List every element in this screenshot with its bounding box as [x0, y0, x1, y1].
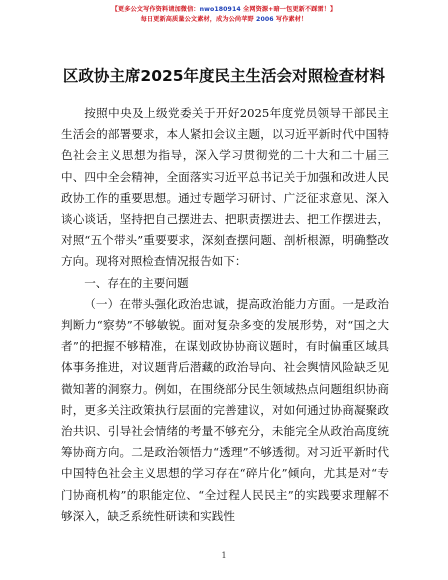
document-body: [61, 103, 389, 527]
promo-number: 2006: [256, 16, 274, 23]
body-paragraph: （一）在带头强化政治忠诚，提高政治能力方面。一是政治判断力“察势”不够敏锐。面对复杂多变的发展形势，对“国之大者”的把握不够精准，在谋划政协协商议题时，有时偏重区域具体事务推进，对议题背后潜藏的政治导向、社会舆情风险缺乏见微知著的洞察力。例如，在围绕部分民生领域热点问题组织协商时，更多关注政策执行层面的完善建议，对如何通过协商凝聚政治共识、引导社会情绪的考量不够充分，未能完全从政治高度统筹协商方向。二是政治领悟力“透理”不够透彻。对习近平新时代中国特色社会主义思想的学习存在“碎片化”倾向，尤其是对“专门协商机构”的职能定位、“全过程人民民主”的实践要求理解不够深入，缺乏系统性研读和实践性: [61, 296, 389, 523]
promo-banner-line-2: [0, 14, 448, 23]
promo-text: 每日更新高质量公文素材，成为公尚苹野: [140, 16, 257, 23]
page-number: 1: [221, 551, 227, 560]
promo-text: 【更多公文写作资料请加微信：: [111, 6, 200, 13]
document-title: 区政协主席2025年度民主生活会对照检查材料: [62, 67, 386, 85]
intro-paragraph: 按照中央及上级党委关于开好2025年度党员领导干部民主生活会的部署要求，本人紧扣会议主题，以习近平新时代中国特色社会主义思想为指导，深入学习贯彻党的二十大和二十届三中、四中全会精神，全面落实习近平总书记关于加强和改进人民政协工作的重要思想。通过专题学习研讨、广泛征求意见、深入谈心谈话，坚持把自己摆进去、把职责摆进去、把工作摆进去，对照“五个带头”重要要求，深刻查摆问题、剖析根源，明确整改方向。现将对照检查情况报告如下：: [61, 106, 389, 269]
section-heading: 一、存在的主要问题: [84, 275, 189, 290]
promo-banner-line-1: [0, 4, 448, 13]
promo-text: 写作素材！: [273, 16, 308, 23]
promo-text: 全网资源+暗一包更新不踩雷！】: [240, 6, 337, 13]
promo-wechat-id: nwo180914: [199, 6, 241, 13]
